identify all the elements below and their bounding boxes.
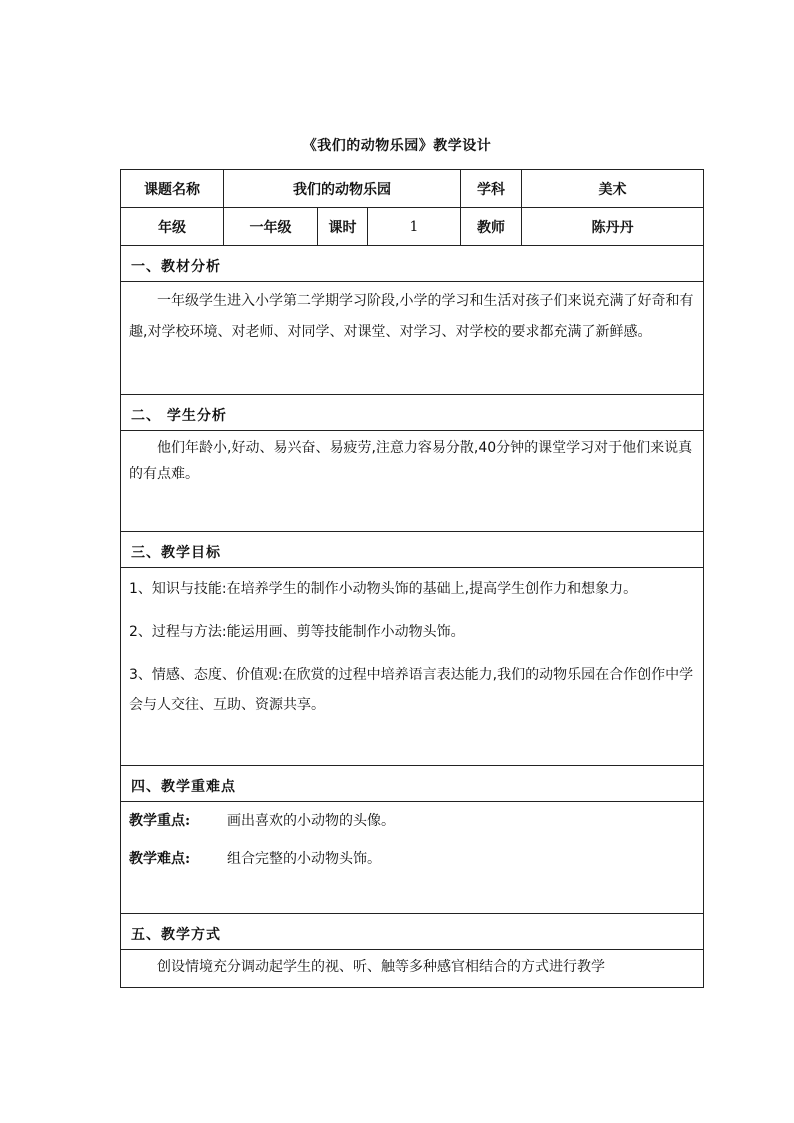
section-body-row: [121, 568, 704, 766]
key-point-label: 教学重点:: [129, 813, 191, 829]
section-body-row: [121, 282, 704, 395]
section-heading-row: [121, 246, 704, 282]
section-heading-row: [121, 395, 704, 431]
teaching-method-text: 创设情境充分调动起学生的视、听、触等多种感官相结合的方式进行教学: [157, 959, 605, 975]
teaching-method-body: [121, 950, 704, 988]
difficulty-point-row: [129, 840, 695, 878]
header-row-grade: [121, 208, 704, 246]
period-value: 1: [368, 208, 461, 246]
section-body-row: [121, 802, 704, 914]
goal-item-process: 2、过程与方法:能运用画、剪等技能制作小动物头饰。: [129, 624, 465, 640]
goal-item-emotion: 3、情感、态度、价值观:在欣赏的过程中培养语言表达能力,我们的动物乐园在合作创作中学会与人交往、互助、资源共享。: [129, 667, 694, 713]
lesson-plan-table: [120, 169, 704, 988]
section-body-row: [121, 950, 704, 988]
material-analysis-text: 一年级学生进入小学第二学期学习阶段,小学的学习和生活对孩子们来说充满了好奇和有趣,对学校环境、对老师、对同学、对课堂、对学习、对学校的要求都充满了新鲜感。: [129, 293, 694, 340]
key-point-text: 画出喜欢的小动物的头像。: [227, 813, 395, 829]
goal-item-knowledge: 1、知识与技能:在培养学生的制作小动物头饰的基础上,提高学生创作力和想象力。: [129, 581, 638, 597]
material-analysis-heading: 一、教材分析: [121, 246, 704, 282]
period-label: 课时: [318, 208, 368, 246]
teacher-value: 陈丹丹: [522, 208, 704, 246]
key-points-body: [121, 802, 704, 914]
teaching-goals-body: [121, 568, 704, 766]
section-heading-row: [121, 766, 704, 802]
subject-value: 美术: [522, 170, 704, 208]
header-row-topic: [121, 170, 704, 208]
grade-value: 一年级: [224, 208, 318, 246]
material-analysis-body: [121, 282, 704, 395]
page-title: 《我们的动物乐园》教学设计: [302, 138, 492, 154]
section-heading-row: [121, 914, 704, 950]
difficulty-point-label: 教学难点:: [129, 851, 191, 867]
student-analysis-body: [121, 431, 704, 532]
key-point-row: [129, 802, 695, 840]
difficulty-point-text: 组合完整的小动物头饰。: [227, 851, 381, 867]
topic-value: 我们的动物乐园: [224, 170, 461, 208]
teacher-label: 教师: [461, 208, 522, 246]
subject-label: 学科: [461, 170, 522, 208]
key-points-heading: 四、教学重难点: [121, 766, 704, 802]
section-body-row: [121, 431, 704, 532]
student-analysis-text: 他们年龄小,好动、易兴奋、易疲劳,注意力容易分散,40分钟的课堂学习对于他们来说真的有点难。: [129, 440, 693, 482]
topic-label: 课题名称: [121, 170, 224, 208]
section-heading-row: [121, 532, 704, 568]
teaching-goals-heading: 三、教学目标: [121, 532, 704, 568]
student-analysis-heading: 二、 学生分析: [121, 395, 704, 431]
teaching-method-heading: 五、教学方式: [121, 914, 704, 950]
grade-label: 年级: [121, 208, 224, 246]
